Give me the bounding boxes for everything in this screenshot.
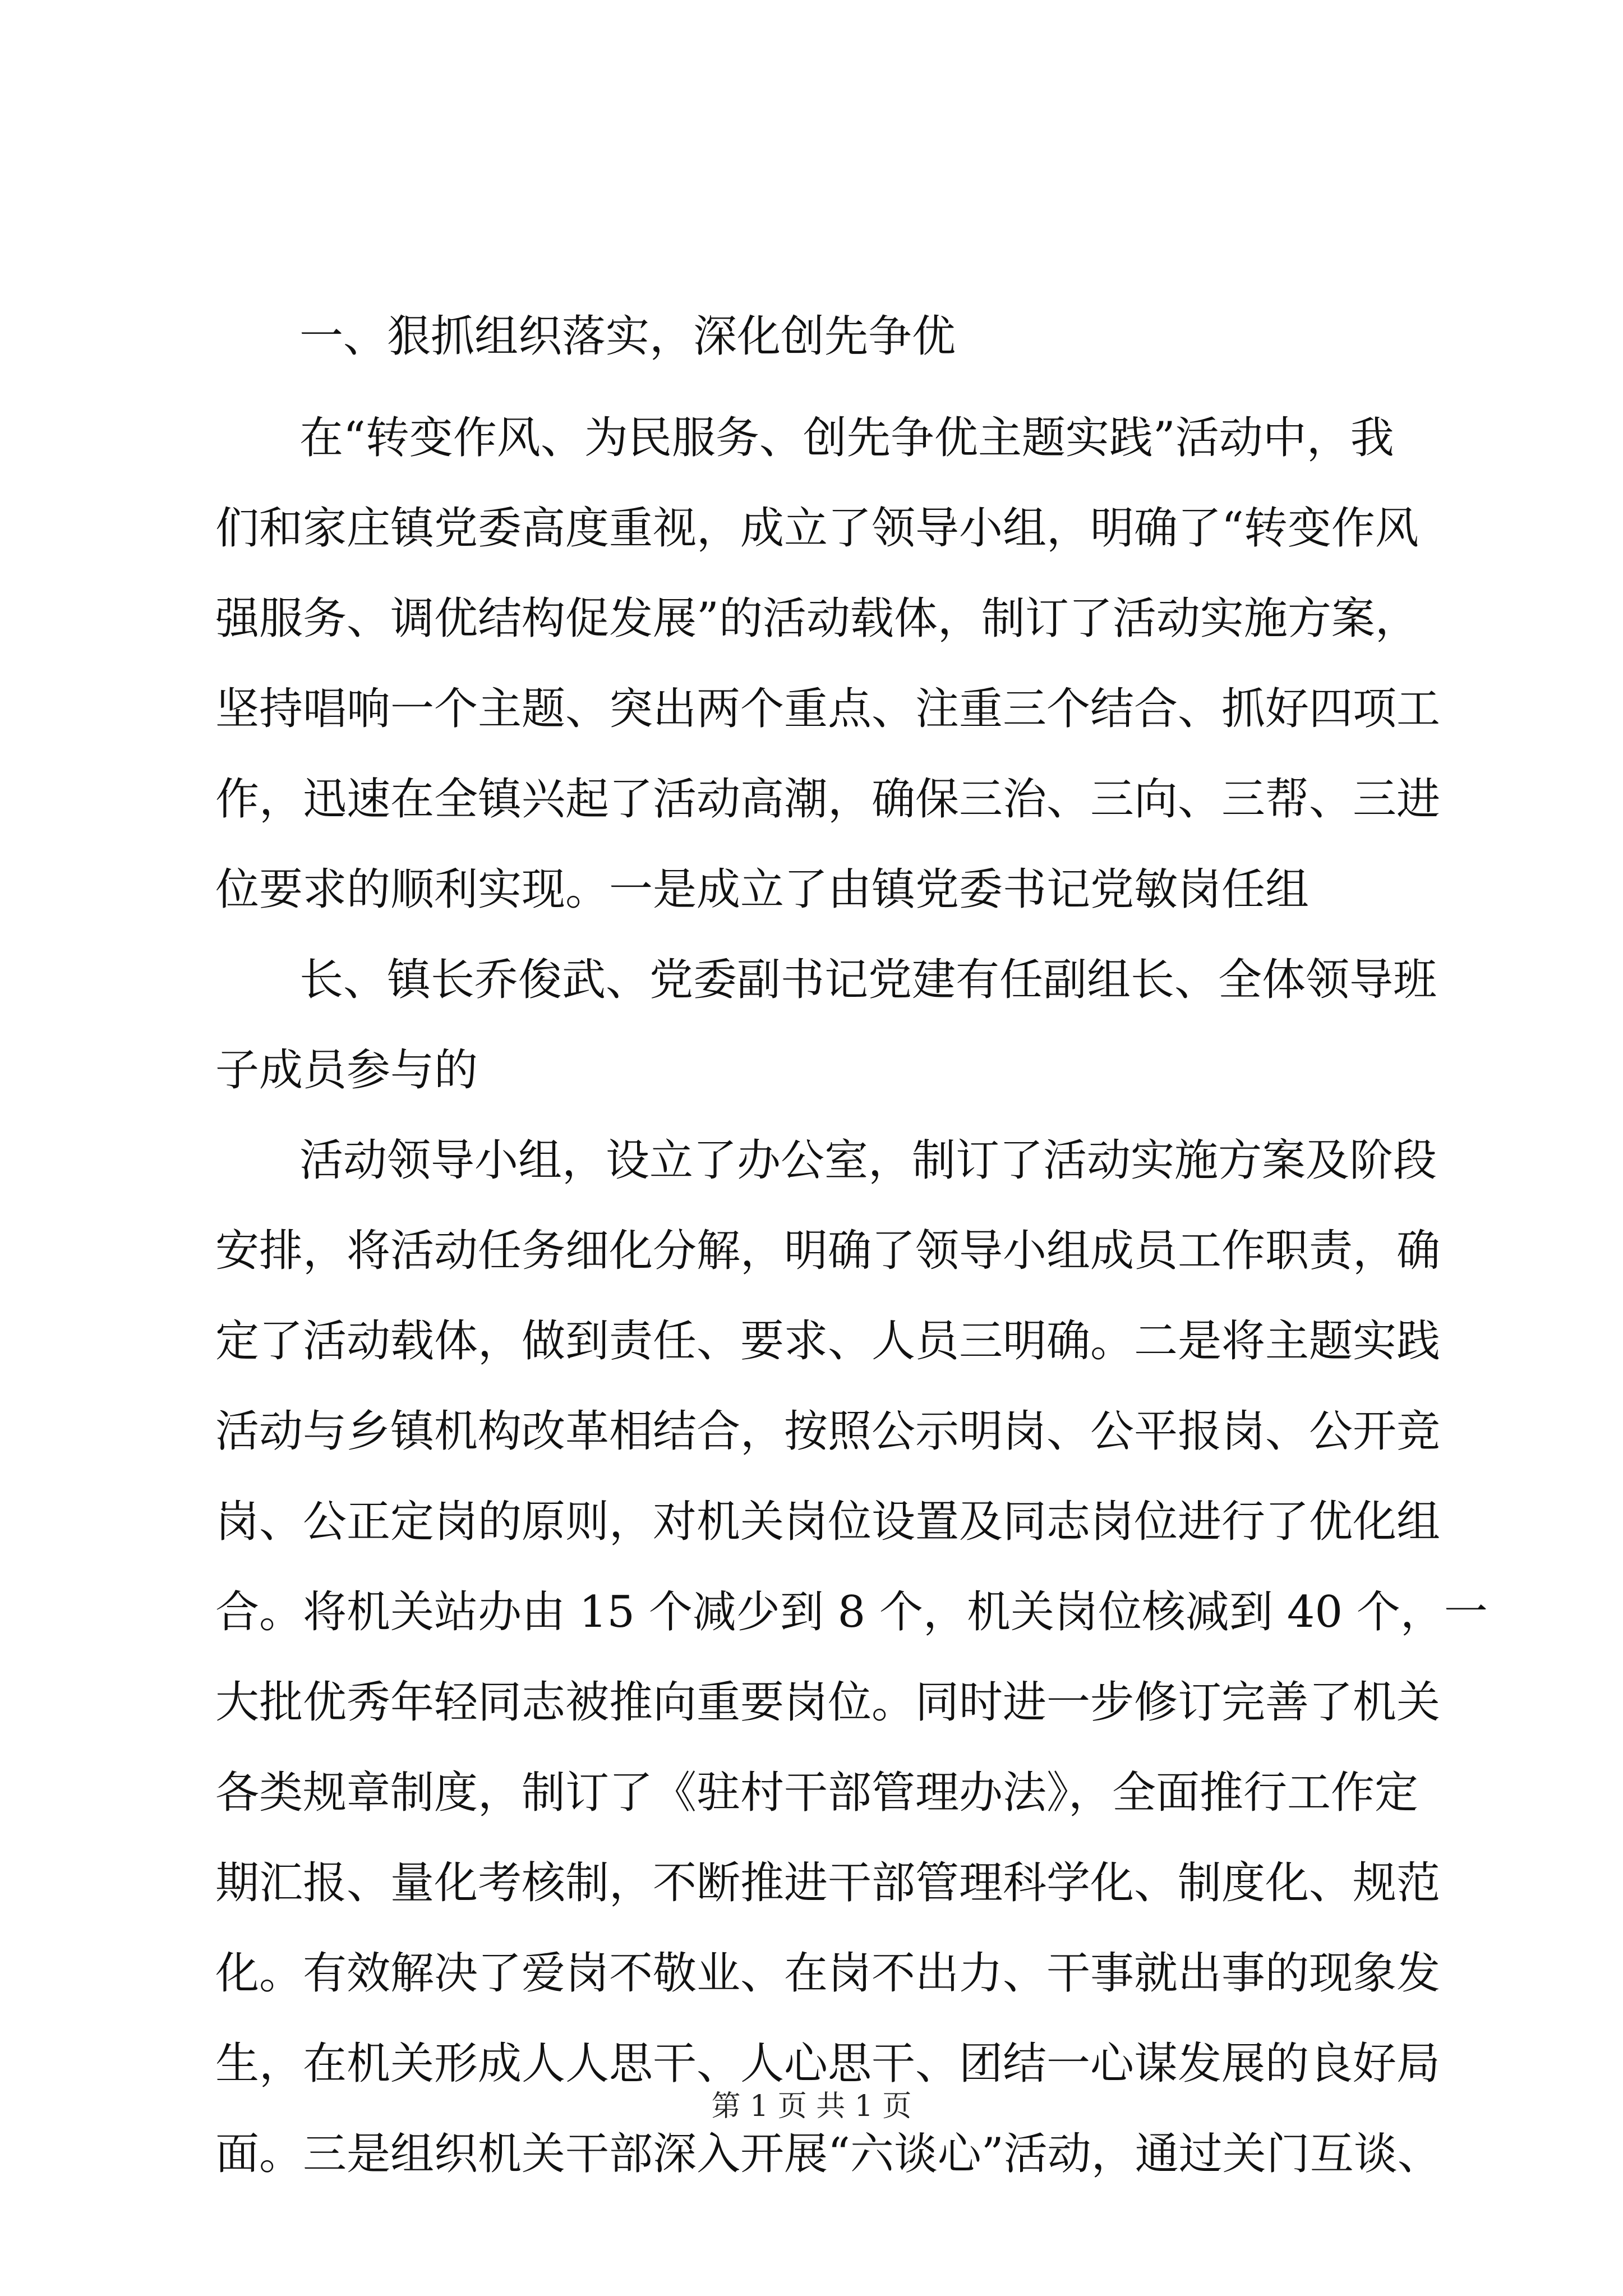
- text-line: 大批优秀年轻同志被推向重要岗位。同时进一步修订完善了机关: [215, 1677, 1441, 1728]
- text-line: 期汇报、量化考核制，不断推进干部管理科学化、制度化、规范: [215, 1858, 1441, 1908]
- text-line: 定了活动载体，做到责任、要求、人员三明确。二是将主题实践: [215, 1316, 1441, 1366]
- text-line: 岗、公正定岗的原则，对机关岗位设置及同志岗位进行了优化组: [215, 1497, 1441, 1547]
- text-line: 各类规章制度，制订了《驻村干部管理办法》，全面推行工作定: [215, 1768, 1419, 1818]
- text-line: 活动与乡镇机构改革相结合，按照公示明岗、公平报岗、公开竞: [215, 1406, 1441, 1457]
- text-line: 合。将机关站办由 15 个减少到 8 个，机关岗位核减到 40 个，一: [215, 1587, 1488, 1637]
- text-line: 安排，将活动任务细化分解，明确了领导小组成员工作职责，确: [215, 1226, 1441, 1276]
- page-footer: 第 1 页 共 1 页: [711, 2090, 912, 2123]
- text-line: 在“转变作风、为民服务、创先争优主题实践”活动中，我: [299, 413, 1394, 463]
- text-line: 坚持唱响一个主题、突出两个重点、注重三个结合、抓好四项工: [215, 684, 1441, 734]
- text-line: 位要求的顺利实现。一是成立了由镇党委书记党敏岗任组: [215, 864, 1310, 915]
- text-line: 长、镇长乔俊武、党委副书记党建有任副组长、全体领导班: [299, 955, 1437, 1005]
- text-line: 化。有效解决了爱岗不敬业、在岗不出力、干事就出事的现象发: [215, 1948, 1441, 1999]
- text-line: 子成员参与的: [215, 1045, 478, 1096]
- text-line: 强服务、调优结构促发展”的活动载体，制订了活动实施方案，: [215, 593, 1419, 644]
- text-line: 活动领导小组，设立了办公室，制订了活动实施方案及阶段: [299, 1135, 1437, 1186]
- text-line: 们和家庄镇党委高度重视，成立了领导小组，明确了“转变作风: [215, 503, 1419, 554]
- paragraph-lines: [215, 393, 1488, 2200]
- text-line: 面。三是组织机关干部深入开展“六谈心”活动，通过关门互谈、: [215, 2129, 1441, 2179]
- text-line: 作，迅速在全镇兴起了活动高潮，确保三治、三向、三帮、三进: [215, 774, 1441, 825]
- section-heading: 一、狠抓组织落实，深化创先争优: [299, 311, 956, 362]
- document-body: [215, 303, 1488, 2200]
- text-line: 生，在机关形成人人思干、人心思干、团结一心谋发展的良好局: [215, 2039, 1441, 2089]
